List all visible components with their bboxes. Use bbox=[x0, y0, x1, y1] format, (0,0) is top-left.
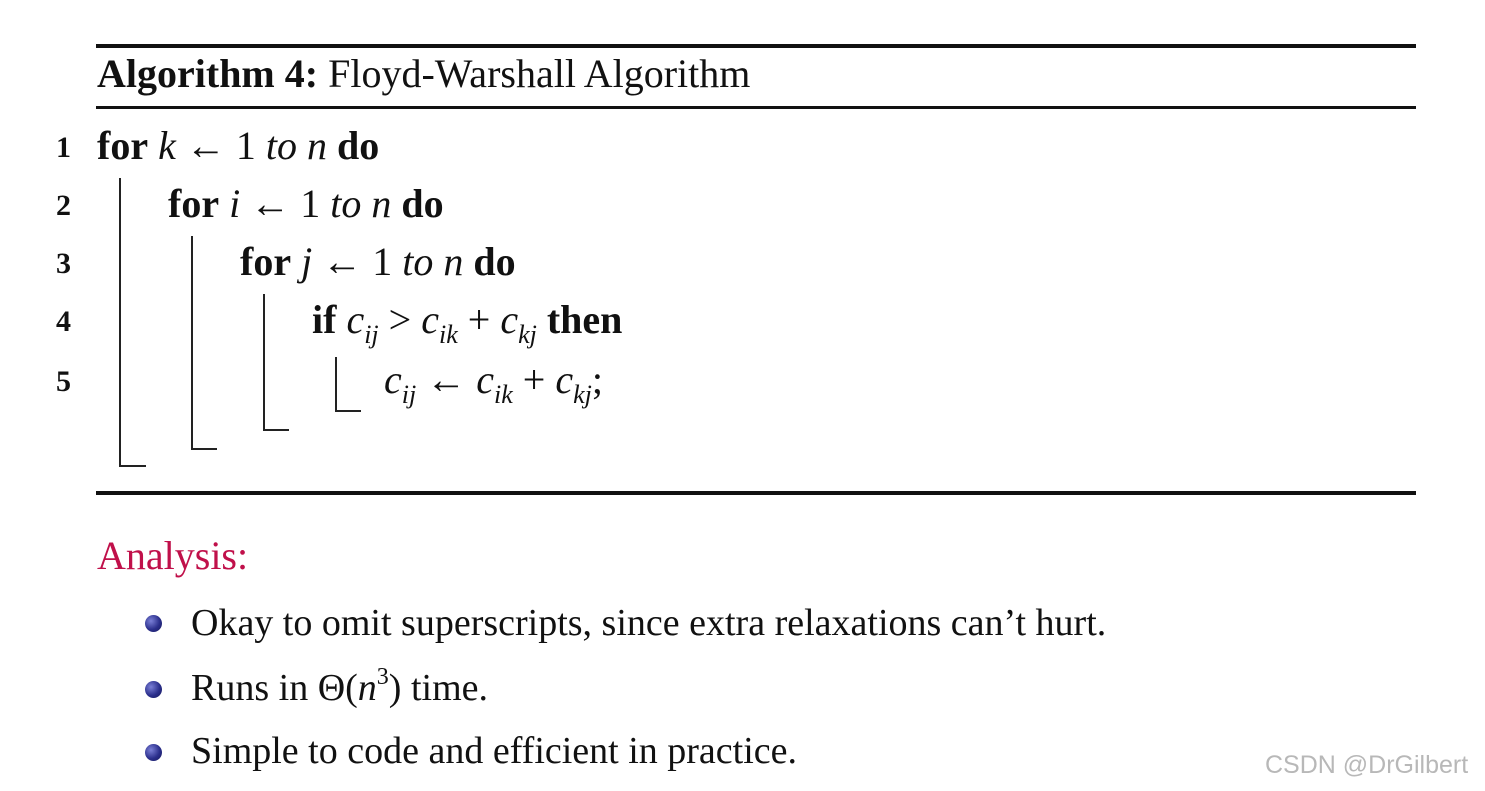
line-number-5: 5 bbox=[56, 365, 71, 398]
code-line-4: if $c_{ij} > c_{ik} + c_{kj}$ then bbox=[312, 297, 623, 349]
code-line-2: for i ← 1 to n do bbox=[168, 181, 444, 226]
analysis-heading: Analysis: bbox=[97, 533, 249, 578]
bullet-icon bbox=[145, 615, 162, 632]
line-number-2: 2 bbox=[56, 189, 71, 222]
title-rule bbox=[96, 106, 1416, 109]
algorithm-label: Algorithm 4: bbox=[97, 51, 319, 96]
analysis-bullet-3: Simple to code and efficient in practice. bbox=[191, 730, 798, 772]
line-number-1: 1 bbox=[56, 131, 71, 164]
block-bracket-inner bbox=[263, 294, 289, 431]
bullet-icon bbox=[145, 681, 162, 698]
code-line-5: $c_{ij}$ ← $c_{ik} + c_{kj}$; bbox=[384, 357, 603, 409]
watermark: CSDN @DrGilbert bbox=[1265, 751, 1469, 779]
bullet-icon bbox=[145, 744, 162, 761]
algorithm-title bbox=[97, 50, 750, 98]
code-line-1: for k ← 1 to n do bbox=[97, 123, 380, 168]
block-bracket-outer bbox=[119, 178, 146, 467]
code-line-3: for j ← 1 to n do bbox=[240, 239, 516, 284]
analysis-bullet-2: Runs in $\Theta(n^3)$ time. bbox=[191, 664, 488, 709]
algorithm-name: Floyd-Warshall Algorithm bbox=[328, 51, 751, 96]
block-bracket-if bbox=[335, 357, 361, 412]
bottom-rule bbox=[96, 491, 1416, 495]
block-bracket-middle bbox=[191, 236, 217, 450]
line-number-3: 3 bbox=[56, 247, 71, 280]
analysis-bullet-1: Okay to omit superscripts, since extra relaxations can’t hurt. bbox=[191, 602, 1107, 644]
line-number-4: 4 bbox=[56, 305, 71, 338]
top-rule bbox=[96, 44, 1416, 48]
